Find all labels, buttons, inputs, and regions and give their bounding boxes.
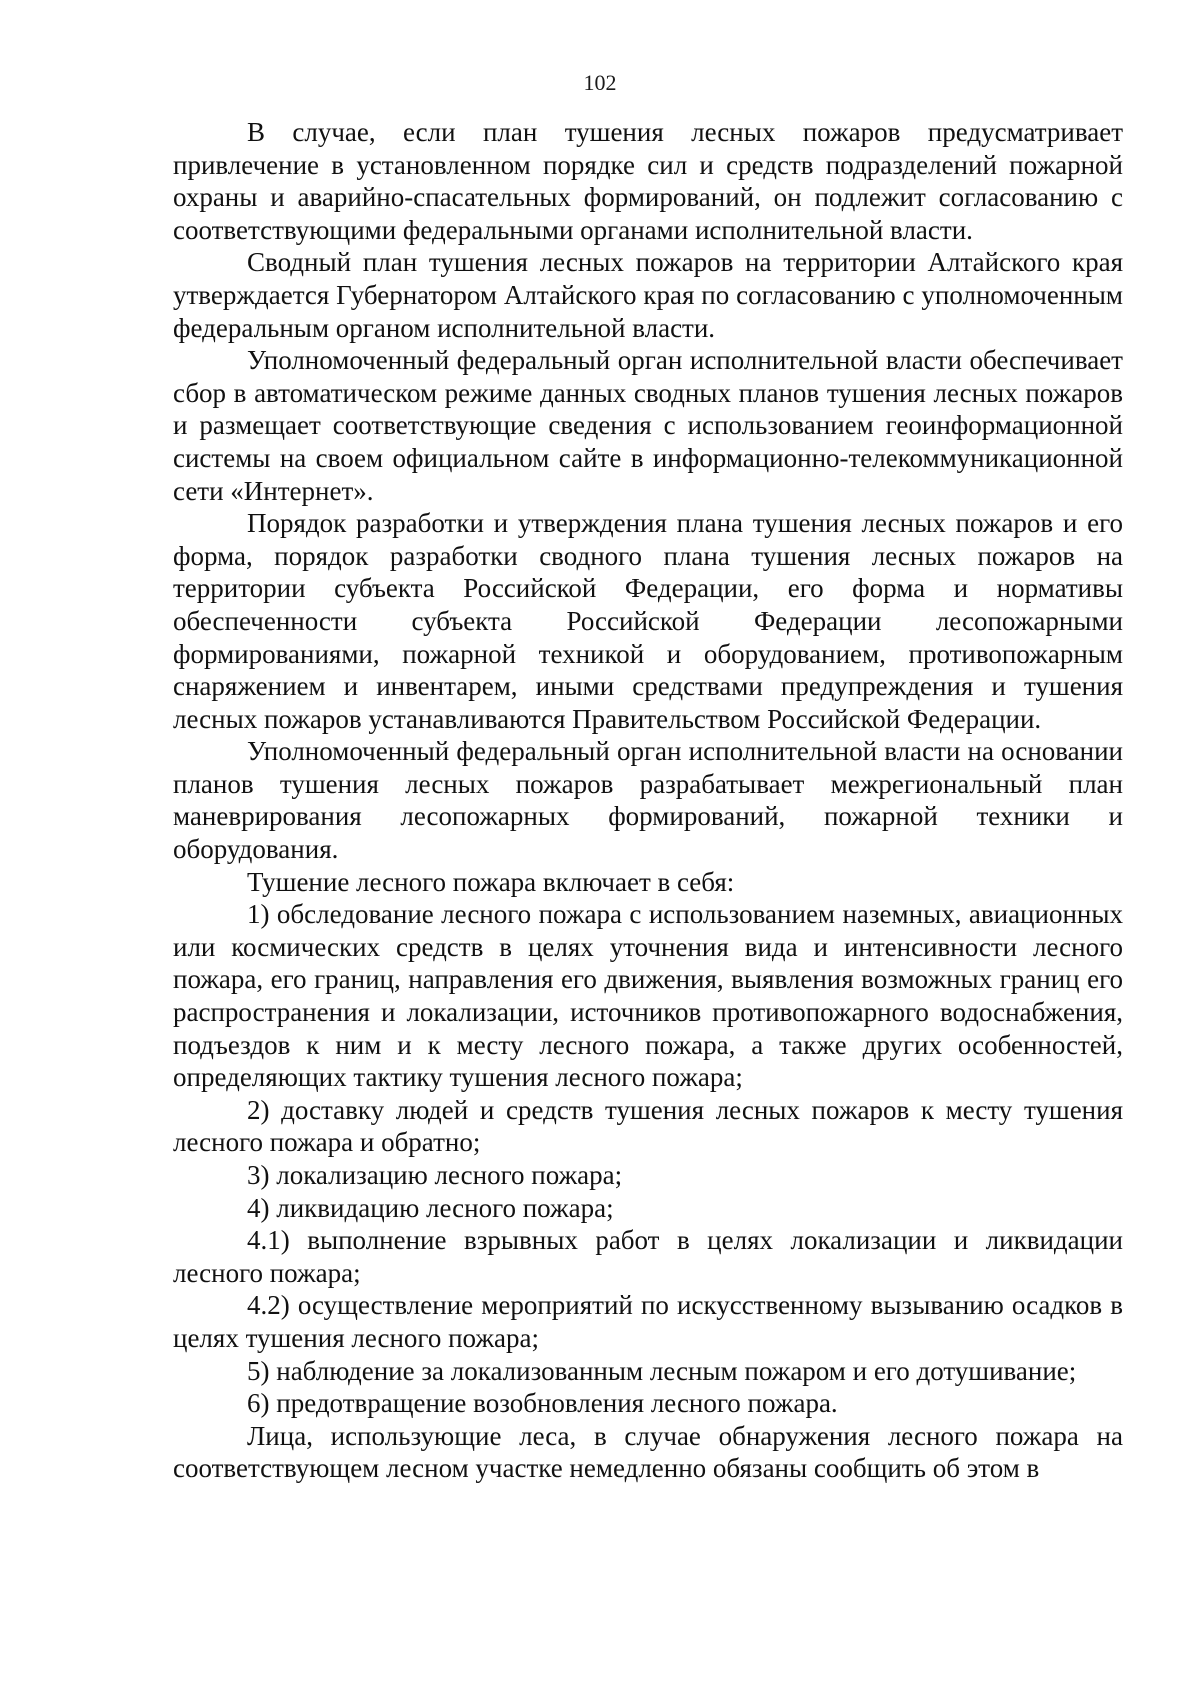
paragraph: В случае, если план тушения лесных пожаров предусматривает привлечение в установленном порядке сил и средств подразделений пожарной охраны и аварийно-спасательных формирований, он подлежит согласованию с соответствующими федеральными органами исполнительной власти. [173,117,1123,245]
paragraph: Уполномоченный федеральный орган исполнительной власти обеспечивает сбор в автоматическом режиме данных сводных планов тушения лесных пожаров и размещает соответствующие сведения с использованием геоинформационной системы на своем официальном сайте в информационно-телекоммуникационной сети «Интернет». [173,345,1123,506]
paragraph: Лица, использующие леса, в случае обнаружения лесного пожара на соответствующем лесном участке немедленно обязаны сообщить об этом в [173,1420,1123,1484]
paragraph: Порядок разработки и утверждения плана тушения лесных пожаров и его форма, порядок разработки сводного плана тушения лесных пожаров на территории субъекта Российской Федерации, его форма и нормативы обеспеченности субъекта Российской Федерации лесопожарными формированиями, пожарной техникой и оборудованием, противопожарным снаряжением и инвентарем, иными средствами предупреждения и тушения лесных пожаров устанавливаются Правительством Российской Федерации. [173,508,1123,734]
list-item: 5) наблюдение за локализованным лесным пожаром и его дотушивание; [247,1355,1077,1386]
list-item: 1) обследование лесного пожара с использованием наземных, авиационных или космических средств в целях уточнения вида и интенсивности лесного пожара, его границ, направления его движения, выявления возможных границ его распространения и локализации, источников противопожарного водоснабжения, подъездов к ним и к месту лесного пожара, а также других особенностей, определяющих тактику тушения лесного пожара; [173,899,1123,1093]
list-item: 6) предотвращение возобновления лесного пожара. [247,1388,838,1419]
paragraph: Уполномоченный федеральный орган исполнительной власти на основании планов тушения лесных пожаров разрабатывает межрегиональный план маневрирования лесопожарных формирований, пожарной техники и оборудования. [173,736,1123,865]
document-body [173,116,1123,1485]
paragraph: Тушение лесного пожара включает в себя: [247,866,735,897]
list-item: 2) доставку людей и средств тушения лесных пожаров к месту тушения лесного пожара и обратно; [173,1094,1123,1158]
paragraph: Сводный план тушения лесных пожаров на территории Алтайского края утверждается Губернатором Алтайского края по согласованию с уполномоченным федеральным органом исполнительной власти. [173,247,1123,343]
list-item: 4.1) выполнение взрывных работ в целях локализации и ликвидации лесного пожара; [173,1225,1123,1288]
list-item: 4.2) осуществление мероприятий по искусственному вызыванию осадков в целях тушения лесного пожара; [173,1290,1123,1353]
list-item: 3) локализацию лесного пожара; [247,1160,623,1190]
page-number: 102 [583,70,617,95]
list-item: 4) ликвидацию лесного пожара; [247,1192,614,1223]
